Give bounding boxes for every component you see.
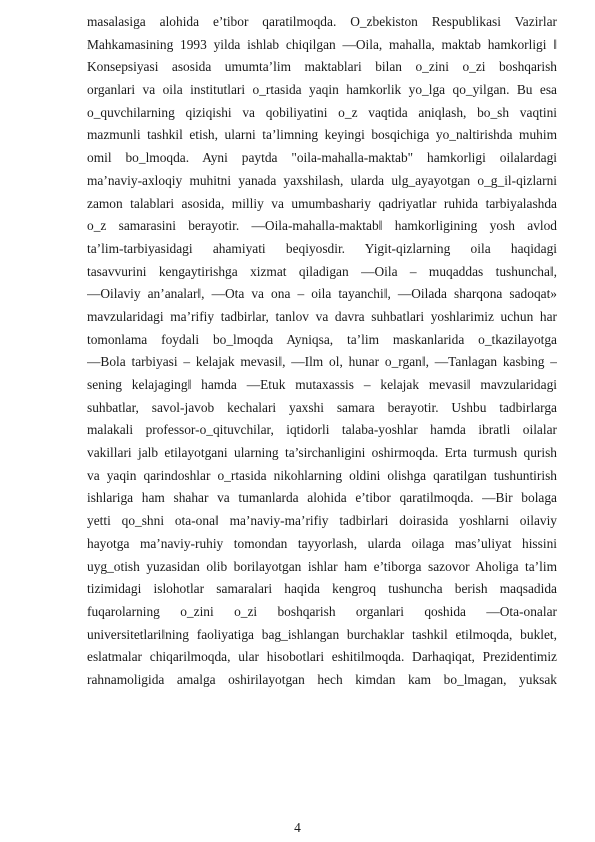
text-line: suhbatlar, savol-javob kechalari yaxshi samara berayotir. Ushbu tadbirlarga bbox=[87, 399, 557, 415]
text-line: ma’naviy-axloqiy muhitni yanada yaxshilash, ularda ulg_ayayotgan o_g_il-qizlarni bbox=[87, 172, 557, 188]
text-line: hayotga ma’naviy-ruhiy tomondan tayyorlash, ularda oilaga mas’uliyat hissini bbox=[87, 535, 557, 551]
text-line: uyg_otish yuzasidan olib borilayotgan ishlar ham e’tiborga sazovor Aholiga ta’lim bbox=[87, 558, 557, 574]
page-number: 4 bbox=[294, 820, 301, 835]
text-line: Konsepsiyasi asosida umumta’lim maktablari bilan o_zini o_zi boshqarish bbox=[87, 59, 557, 75]
text-line: universitetlari‖ning faoliyatiga bag_ishlangan burchaklar tashkil etilmoqda, buklet, bbox=[87, 626, 557, 642]
text-line: omil bo_lmoqda. Ayni paytda "oila-mahalla-maktab" hamkorligi oilalardagi bbox=[87, 150, 557, 166]
text-line: masalasiga alohida e’tibor qaratilmoqda. O_zbekiston Respublikasi Vazirlar bbox=[87, 14, 557, 29]
text-line: va yaqin qarindoshlar o_rtasida nikohlarning oldini olishga qaratilgan tushuntirish bbox=[87, 467, 557, 483]
text-line: mazmunli tashkil etish, ularni ta’limning keyingi bosqichiga yo_naltirishda muhim bbox=[87, 127, 557, 143]
body-text bbox=[87, 11, 557, 692]
text-line: ta’lim-tarbiyasidagi ahamiyati beqiyosdir. Yigit-qizlarning oila haqidagi bbox=[87, 240, 557, 256]
text-line: fuqarolarning o_zini o_zi boshqarish organlari qoshida ―Ota-onalar bbox=[87, 603, 557, 619]
text-line: ―Oilaviy an’analar‖, ―Ota va ona – oila tayanchi‖, ―Oilada sharqona sadoqat» bbox=[87, 286, 557, 302]
text-line: tasavvurini kengaytirishga xizmat qiladigan ―Oila – muqaddas tushuncha‖, bbox=[87, 263, 557, 279]
text-line: yetti qo_shni ota-ona‖ ma’naviy-ma’rifiy tadbirlari doirasida yoshlarni oilaviy bbox=[87, 513, 557, 529]
text-line: ―Bola tarbiyasi – kelajak mevasi‖, ―Ilm ol, hunar o_rgan‖, ―Tanlagan kasbing – bbox=[87, 354, 557, 370]
text-line: malakali professor-o_qituvchilar, iqtidorli talaba-yoshlar hamda ibratli oilalar bbox=[87, 422, 557, 438]
text-line: Mahkamasining 1993 yilda ishlab chiqilgan ―Oila, mahalla, maktab hamkorligi ‖ bbox=[87, 36, 557, 52]
text-line: zamon talablari asosida, milliy va umumbashariy qadriyatlar ruhida tarbiyalashda bbox=[87, 195, 557, 211]
text-line: rahnamoligida amalga oshirilayotgan hech kimdan kam bo_lmagan, yuksak bbox=[87, 671, 557, 687]
text-line: tomonlama foydali bo_lmoqda Ayniqsa, ta’lim maskanlarida o_tkazilayotga bbox=[87, 331, 557, 347]
text-line: organlari va oila institutlari o_rtasida yaqin hamkorlik yo_lga qo_yilgan. Bu esa bbox=[87, 82, 557, 98]
text-line: ishlariga ham shahar va tumanlarda alohida e’tibor qaratilmoqda. ―Bir bolaga bbox=[87, 490, 557, 506]
text-line: o_z samarasini berayotir. ―Oila-mahalla-maktab‖ hamkorligining yosh avlod bbox=[87, 218, 557, 234]
text-line: mavzularidagi ma’rifiy tadbirlar, tanlov va davra suhbatlari yoshlarimiz uchun har bbox=[87, 308, 557, 324]
text-line: sening kelajaging‖ hamda ―Etuk mutaxassis – kelajak mevasi‖ mavzularidagi bbox=[87, 377, 557, 392]
text-line: vakillari jalb etilayotgani ularning ta’sirchanligini oshirmoqda. Erta turmush qurish bbox=[87, 445, 557, 461]
text-line: eslatmalar chiqarilmoqda, ular hisobotlari eshitilmoqda. Darhaqiqat, Prezidentimiz bbox=[87, 649, 557, 665]
text-line: o_quvchilarning qiziqishi va qobiliyatini o_z vaqtida aniqlash, bo_sh vaqtini bbox=[87, 104, 557, 120]
text-line: tizimidagi islohotlar samaralari haqida kengroq tushuncha berish maqsadida bbox=[87, 581, 557, 597]
